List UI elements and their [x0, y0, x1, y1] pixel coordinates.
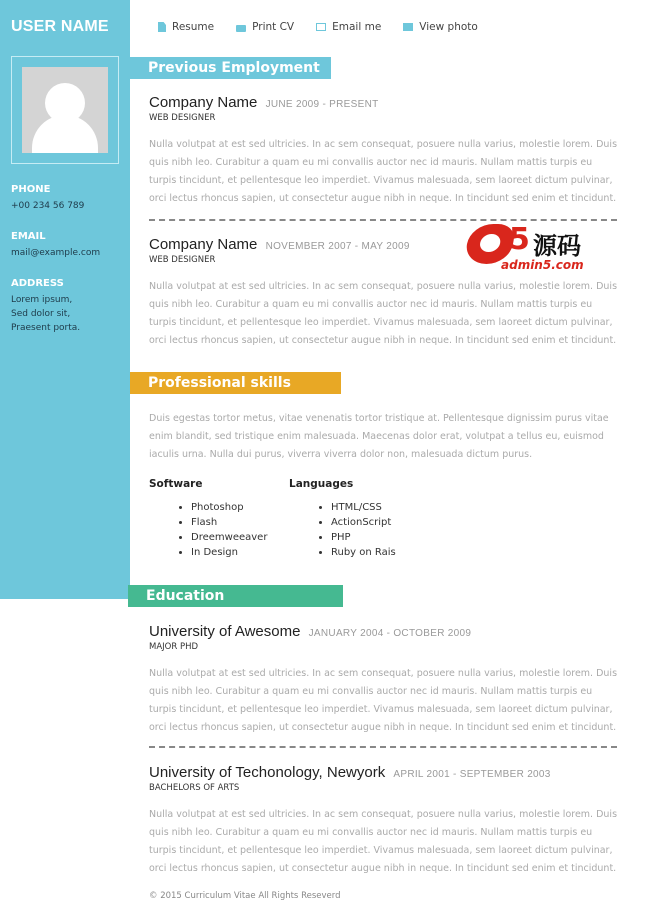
file-icon	[158, 22, 166, 32]
address-label: ADDRESS	[11, 278, 64, 289]
email-block	[11, 231, 100, 260]
profile-photo-frame	[11, 56, 119, 164]
watermark-logo	[467, 222, 607, 274]
entry-degree: MAJOR PHD	[149, 642, 199, 652]
entry-description: Nulla volutpat at est sed ultricies. In ac sem consequat, posuere nulla varius, molestie lorem. Duis quis nibh leo. Curabitur a quam eu mi convallis auctor nec id mauris. Nullam mattis turpis eu turpis tincidunt, et pellentesque leo imperdiet. Vivamus malesuada, sem laoreet dictum pulvinar, orci lectus rhoncus sapien, ut consectetur augue nibh in neque. In tincidunt sed enim et tincidunt.	[149, 281, 618, 346]
entry-description: Nulla volutpat at est sed ultricies. In ac sem consequat, posuere nulla varius, molestie lorem. Duis quis nibh leo. Curabitur a quam eu mi convallis auctor nec id mauris. Nullam mattis turpis eu turpis tincidunt, et pellentesque leo imperdiet. Vivamus malesuada, sem laoreet dictum pulvinar, orci lectus rhoncus sapien, ut consectetur augue nibh in neque. In tincidunt sed enim et tincidunt.	[149, 809, 618, 874]
list-item: • Flash	[191, 515, 267, 530]
skills-description: Duis egestas tortor metus, vitae venenatis tortor tristique at. Pellentesque dignissim purus vitae enim blandit, sed tristique enim malesuada. Maecenas dolor erat, volutpat a tellus eu, euismod iaculis urna. Nulla dui purus, viverra viverra dolor non, malesuada dictum purus.	[149, 413, 609, 460]
divider	[149, 746, 617, 748]
user-name: USER NAME	[11, 18, 109, 35]
list-item: • HTML/CSS	[331, 500, 396, 515]
sidebar	[0, 0, 130, 599]
software-heading: Software	[149, 478, 203, 490]
mail-icon	[316, 23, 326, 31]
print-cv-label: Print CV	[252, 21, 295, 33]
email-value[interactable]: mail@example.com	[11, 248, 101, 258]
list-item: • In Design	[191, 545, 267, 560]
school-name: University of Awesome	[149, 623, 301, 640]
entry-date: APRIL 2001 - SEPTEMBER 2003	[393, 769, 551, 780]
section-heading-skills: Professional skills	[130, 372, 341, 394]
list-item: • Photoshop	[191, 500, 267, 515]
resume-link[interactable]	[158, 21, 214, 33]
entry-role: WEB DESIGNER	[149, 255, 216, 265]
company-name: Company Name	[149, 236, 258, 253]
print-icon	[236, 25, 246, 32]
entry-degree: BACHELORS OF ARTS	[149, 783, 240, 793]
address-block	[11, 278, 80, 335]
entry-date: NOVEMBER 2007 - MAY 2009	[265, 241, 410, 252]
software-column	[149, 478, 267, 560]
address-line: Lorem ipsum,	[11, 295, 73, 305]
view-photo-link[interactable]	[403, 21, 478, 33]
entry-role: WEB DESIGNER	[149, 113, 216, 123]
languages-column	[289, 478, 396, 560]
education-entry	[149, 623, 619, 737]
languages-list	[289, 500, 396, 560]
list-item: • Ruby on Rais	[331, 545, 396, 560]
education-entry	[149, 764, 619, 878]
entry-date: JANUARY 2004 - OCTOBER 2009	[308, 628, 472, 639]
list-item: • PHP	[331, 530, 396, 545]
watermark-cn-text: 源码	[533, 232, 581, 260]
company-name: Company Name	[149, 94, 258, 111]
resume-label: Resume	[172, 21, 215, 33]
toolbar	[158, 21, 500, 33]
list-item: • ActionScript	[331, 515, 396, 530]
watermark-url: admin5.com	[501, 258, 584, 272]
phone-block	[11, 184, 84, 213]
print-cv-link[interactable]	[236, 21, 294, 33]
entry-description: Nulla volutpat at est sed ultricies. In ac sem consequat, posuere nulla varius, molestie lorem. Duis quis nibh leo. Curabitur a quam eu mi convallis auctor nec id mauris. Nullam mattis turpis eu turpis tincidunt, et pellentesque leo imperdiet. Vivamus malesuada, sem laoreet dictum pulvinar, orci lectus rhoncus sapien, ut consectetur augue nibh in neque. In tincidunt sed enim et tincidunt.	[149, 139, 618, 204]
entry-title	[149, 764, 619, 781]
view-photo-label: View photo	[419, 21, 478, 33]
watermark-five: 5	[509, 222, 530, 257]
address-line: Sed dolor sit,	[11, 309, 71, 319]
avatar-placeholder-icon	[22, 67, 108, 153]
software-list	[149, 500, 267, 560]
email-me-label: Email me	[332, 21, 382, 33]
phone-value: +00 234 56 789	[11, 201, 85, 211]
email-label: EMAIL	[11, 231, 46, 242]
school-name: University of Techonology, Newyork	[149, 764, 386, 781]
entry-title	[149, 623, 619, 640]
section-heading-employment: Previous Employment	[130, 57, 331, 79]
entry-description: Nulla volutpat at est sed ultricies. In ac sem consequat, posuere nulla varius, molestie lorem. Duis quis nibh leo. Curabitur a quam eu mi convallis auctor nec id mauris. Nullam mattis turpis eu turpis tincidunt, et pellentesque leo imperdiet. Vivamus malesuada, sem laoreet dictum pulvinar, orci lectus rhoncus sapien, ut consectetur augue nibh in neque. In tincidunt sed enim et tincidunt.	[149, 668, 618, 733]
section-heading-education: Education	[128, 585, 343, 607]
footer-copyright: © 2015 Curriculum Vitae All Rights Reseverd	[149, 891, 341, 901]
divider	[149, 219, 617, 221]
address-line: Praesent porta.	[11, 323, 81, 333]
phone-label: PHONE	[11, 184, 51, 195]
list-item: • Dreemweeaver	[191, 530, 267, 545]
photo-icon	[403, 23, 413, 31]
employment-entry	[149, 94, 619, 208]
entry-title	[149, 94, 619, 111]
entry-date: JUNE 2009 - PRESENT	[265, 99, 379, 110]
languages-heading: Languages	[289, 478, 354, 490]
email-me-link[interactable]	[316, 21, 381, 33]
